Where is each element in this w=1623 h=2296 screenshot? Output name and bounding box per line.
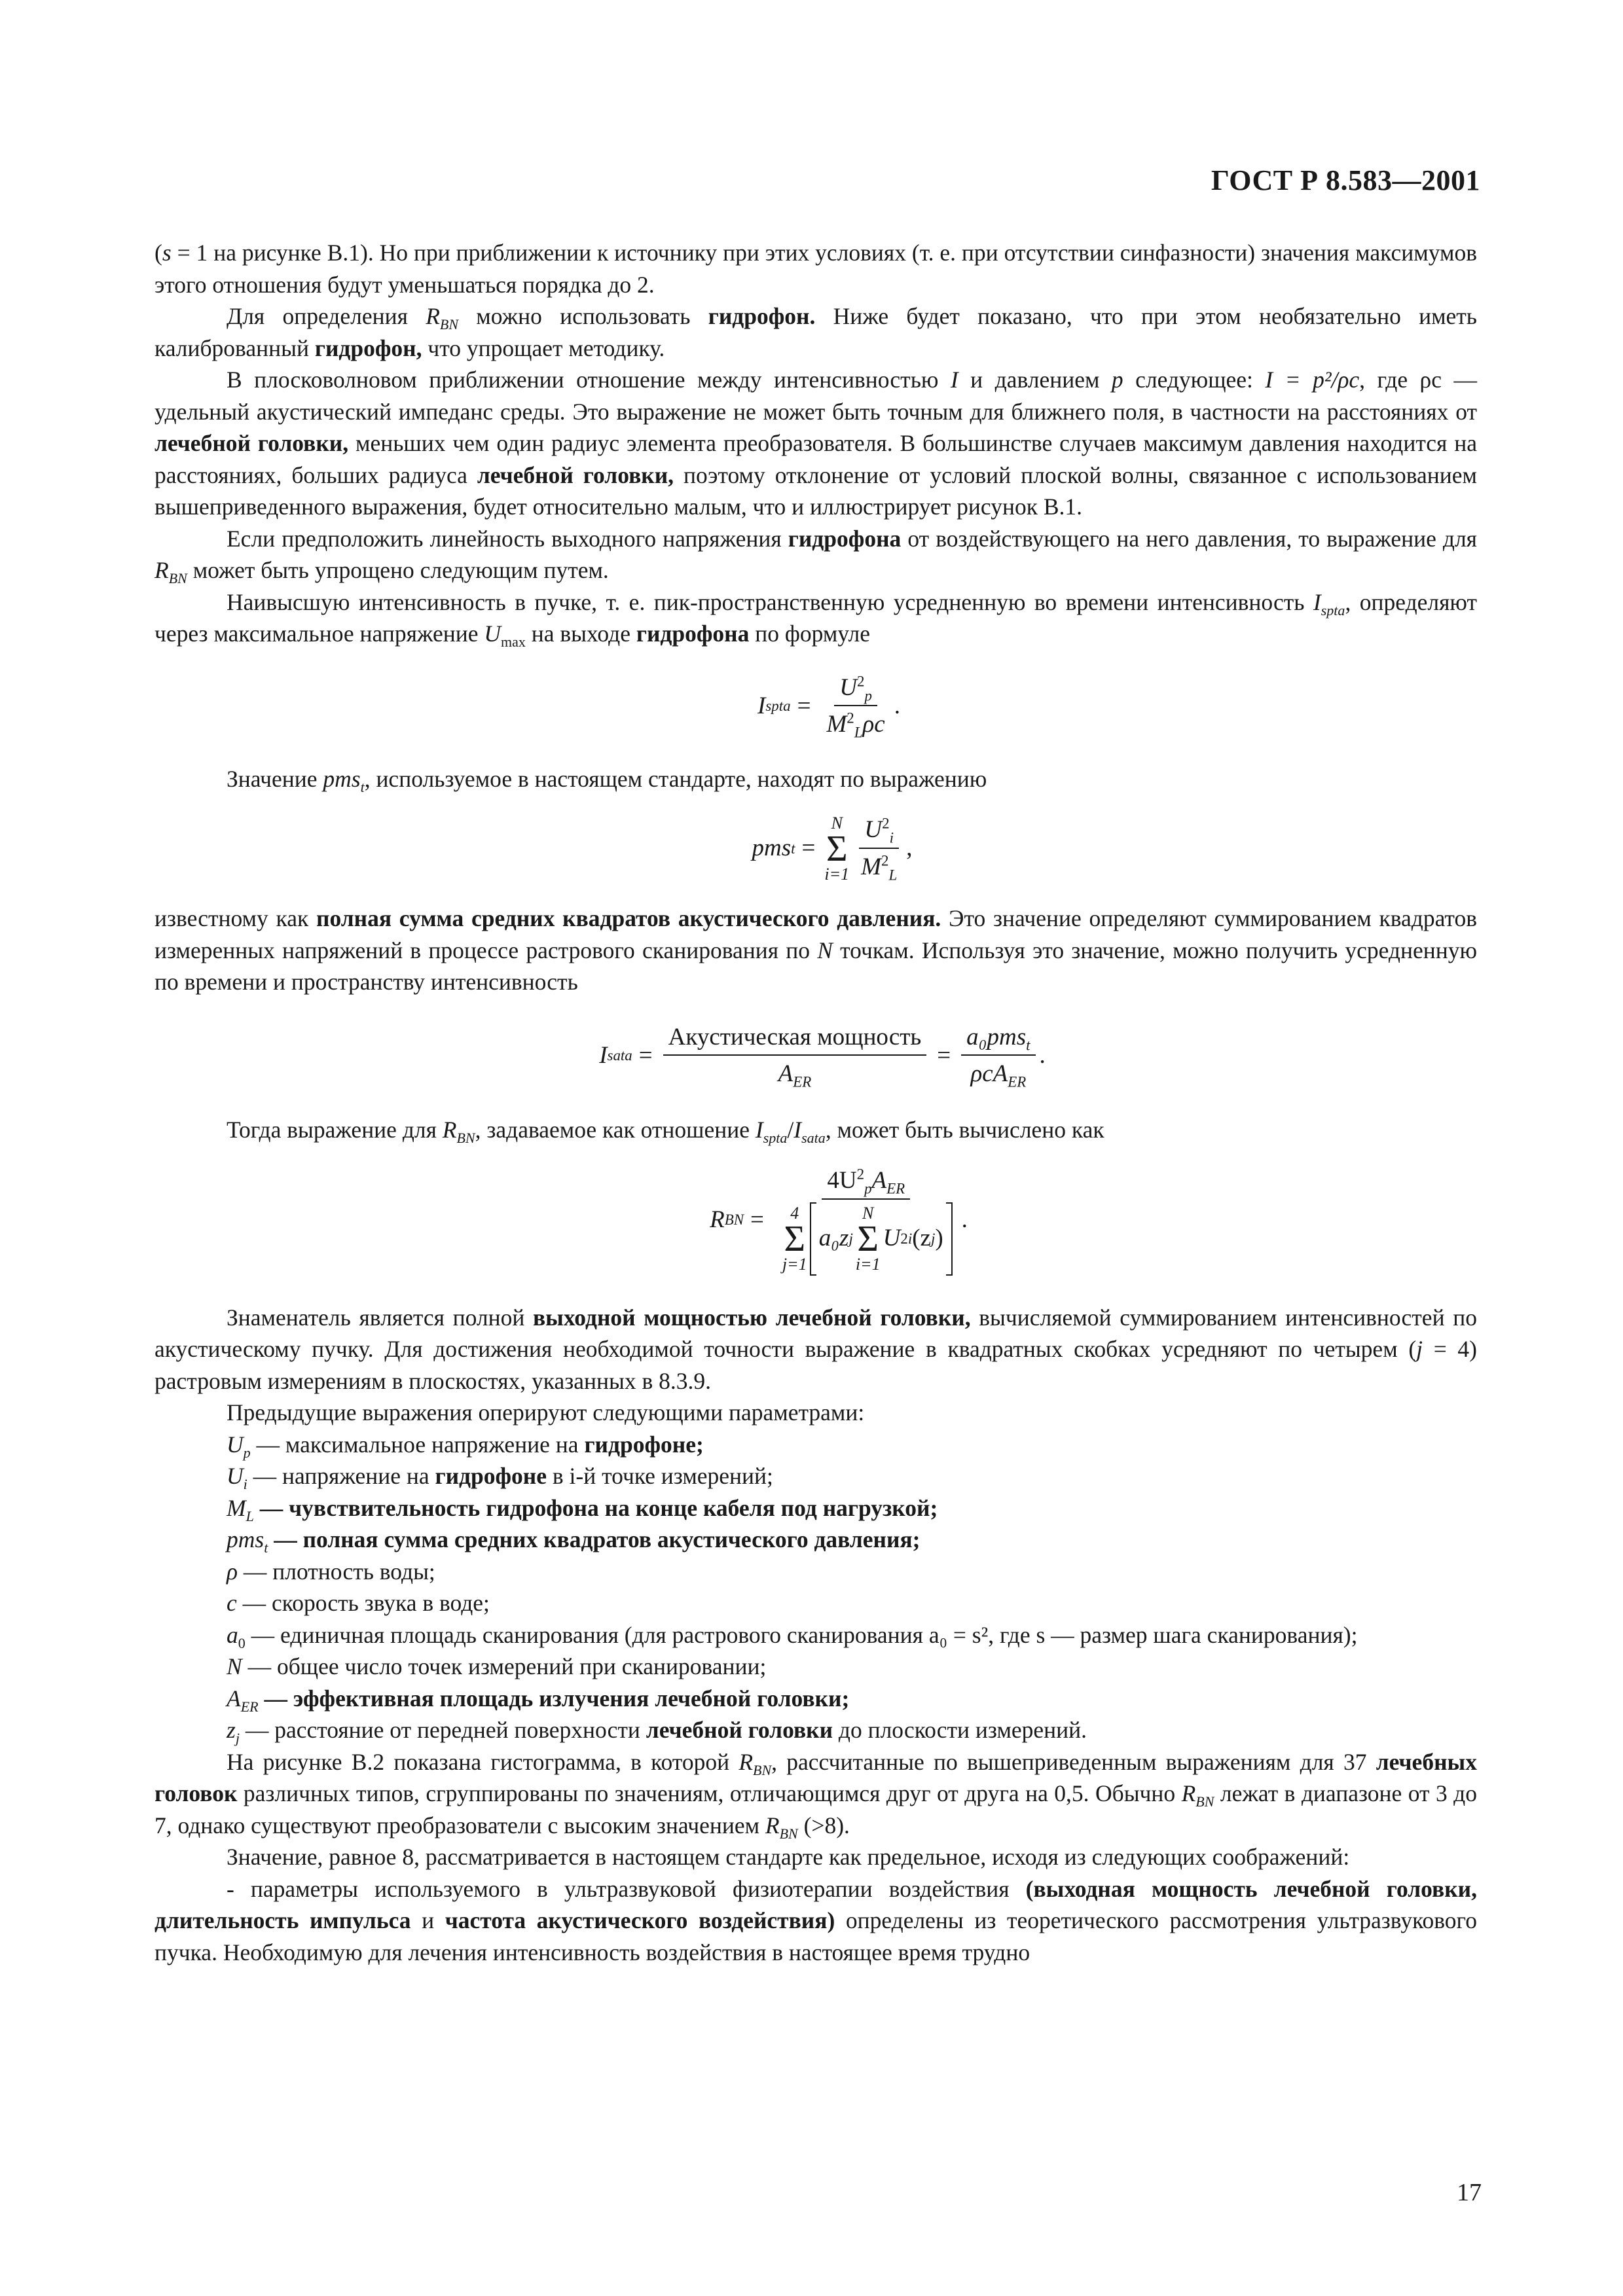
- formula-isata: I sata = $\frac{\text{Акустическая мощность}}{A_{ER}}$ = $\frac{a_0pms_t}{\rho cA_{ER}}$ .: [155, 1022, 1477, 1090]
- paragraph-4: Если предположить линейность выходного напряжения гидрофона от воздействующего на него давления, то выражение для $R_{BN}$ может быть упрощено следующим путем.: [155, 525, 1478, 587]
- definition-c: c — скорость звука в воде;: [227, 1590, 490, 1616]
- paragraph-6: Значение pms$_t$, используемое в настоящем стандарте, находят по выражению: [227, 765, 987, 795]
- formula-rbn: R BN = $4U^2_pA_{ER}$ 4 Σ j=1 a₀z j N Σ i=1 U 2 i (z j ) .: [155, 1165, 1477, 1276]
- symbol-s: s: [162, 240, 172, 266]
- paragraph-5: Наивысшую интенсивность в пучке, т. е. пик-пространственную усредненную во времени интенсивность $I_{spta}$, определяют через максимальное напряжение $U_{max}$ на выходе гидрофона по формуле: [155, 588, 1478, 651]
- definition-zj: $z_j$ — расстояние от передней поверхности лечебной головки до плоскости измерений.: [227, 1717, 1087, 1747]
- paragraph-2: Для определения $R_{BN}$ можно использовать гидрофон. Ниже будет показано, что при этом необязательно иметь калиброванный гидрофон, что упрощает методику.: [155, 303, 1478, 361]
- sum-operator-outer: 4 Σ j=1: [782, 1203, 807, 1274]
- definition-ml: $M_L$ — чувствительность гидрофона на конце кабеля под нагрузкой;: [227, 1494, 938, 1524]
- paragraph-10: Предыдущие выражения оперируют следующими параметрами:: [227, 1399, 865, 1426]
- definition-a0: $a_0$ — единичная площадь сканирования (для растрового сканирования a₀ = s², где s — размер шага сканирования);: [227, 1621, 1358, 1651]
- paragraph-3: В плосковолновом приближении отношение между интенсивностью I и давлением p следующее: I = p²/ρc, где ρc — удельный акустический импеданс среды. Это выражение не может быть точным для ближнего поля, в частности на расстояниях от лечебной головки, меньших чем один радиус элемента преобразователя. В большинстве случаев максимум давления находится на расстояниях, больших радиуса лечебной головки, поэтому отклонение от условий плоской волны, связанное с использованием вышеприведенного выражения, будет относительно малым, что и иллюстрирует рисунок В.1.: [155, 367, 1478, 520]
- definition-n: N — общее число точек измерений при сканировании;: [227, 1653, 767, 1679]
- document-body: [155, 237, 1477, 1968]
- sum-operator-inner: N Σ i=1: [855, 1203, 881, 1274]
- definition-rho: ρ — плотность воды;: [227, 1558, 435, 1585]
- formula-ispta: I spta = $\frac{U^2_p}{M^2_L\rho c}$ .: [757, 673, 900, 741]
- definition-ui: $U_i$ — напряжение на гидрофоне в i-й точке измерений;: [227, 1463, 773, 1493]
- document-header: ГОСТ Р 8.583—2001: [1211, 164, 1480, 196]
- paragraph-11: На рисунке В.2 показана гистограмма, в которой $R_{BN}$, рассчитанные по вышеприведенным выражениям для 37 лечебных головок различных типов, сгруппированы по значениям, отличающимся друг от друга на 0,5. Обычно $R_{BN}$ лежат в диапазоне от 3 до 7, однако существуют преобразователи с высоким значением $R_{BN}$ (>8).: [155, 1748, 1477, 1842]
- formula-pms: pms t = N Σ i=1 $\frac{U^2_i}{M^2_L}$ ,: [752, 813, 913, 884]
- page-number: 17: [1457, 2179, 1482, 2206]
- definition-aer: $A_{ER}$ — эффективная площадь излучения лечебной головки;: [227, 1685, 850, 1715]
- paragraph-9: Знаменатель является полной выходной мощностью лечебной головки, вычисляемой суммированием интенсивностей по акустическому пучку. Для достижения необходимой точности выражение в квадратных скобках усредняют по четырем (j = 4) растровым измерениям в плоскостях, указанных в 8.3.9.: [155, 1304, 1478, 1394]
- definition-up: $U_p$ — максимальное напряжение на гидрофоне;: [227, 1431, 704, 1461]
- definition-pms: pms$_t$ — полная сумма средних квадратов акустического давления;: [227, 1526, 921, 1556]
- paragraph-8: Тогда выражение для $R_{BN}$, задаваемое как отношение $I_{spta}/I_{sata}$, может быть вычислено как: [227, 1116, 1104, 1146]
- paragraph-13: - параметры используемого в ультразвуковой физиотерапии воздействия (выходная мощность лечебной головки, длительность импульса и частота акустического воздействия) определены из теоретического рассмотрения ультразвукового пучка. Необходимую для лечения интенсивность воздействия в настоящее время трудно: [155, 1875, 1477, 1965]
- paragraph-7: известному как полная сумма средних квадратов акустического давления. Это значение определяют суммированием квадратов измеренных напряжений в процессе растрового сканирования по N точкам. Используя это значение, можно получить усредненную по времени и пространству интенсивность: [155, 905, 1477, 995]
- paragraph-12: Значение, равное 8, рассматривается в настоящем стандарте как предельное, исходя из следующих соображений:: [227, 1844, 1350, 1870]
- square-bracket: a₀z j N Σ i=1 U 2 i (z j ): [810, 1202, 953, 1276]
- paragraph-1: (s = 1 на рисунке В.1). Но при приближении к источнику при этих условиях (т. е. при отсутствии синфазности) значения максимумов этого отношения будут уменьшаться порядка до 2.: [155, 240, 1477, 298]
- sum-operator: N Σ i=1: [824, 813, 850, 884]
